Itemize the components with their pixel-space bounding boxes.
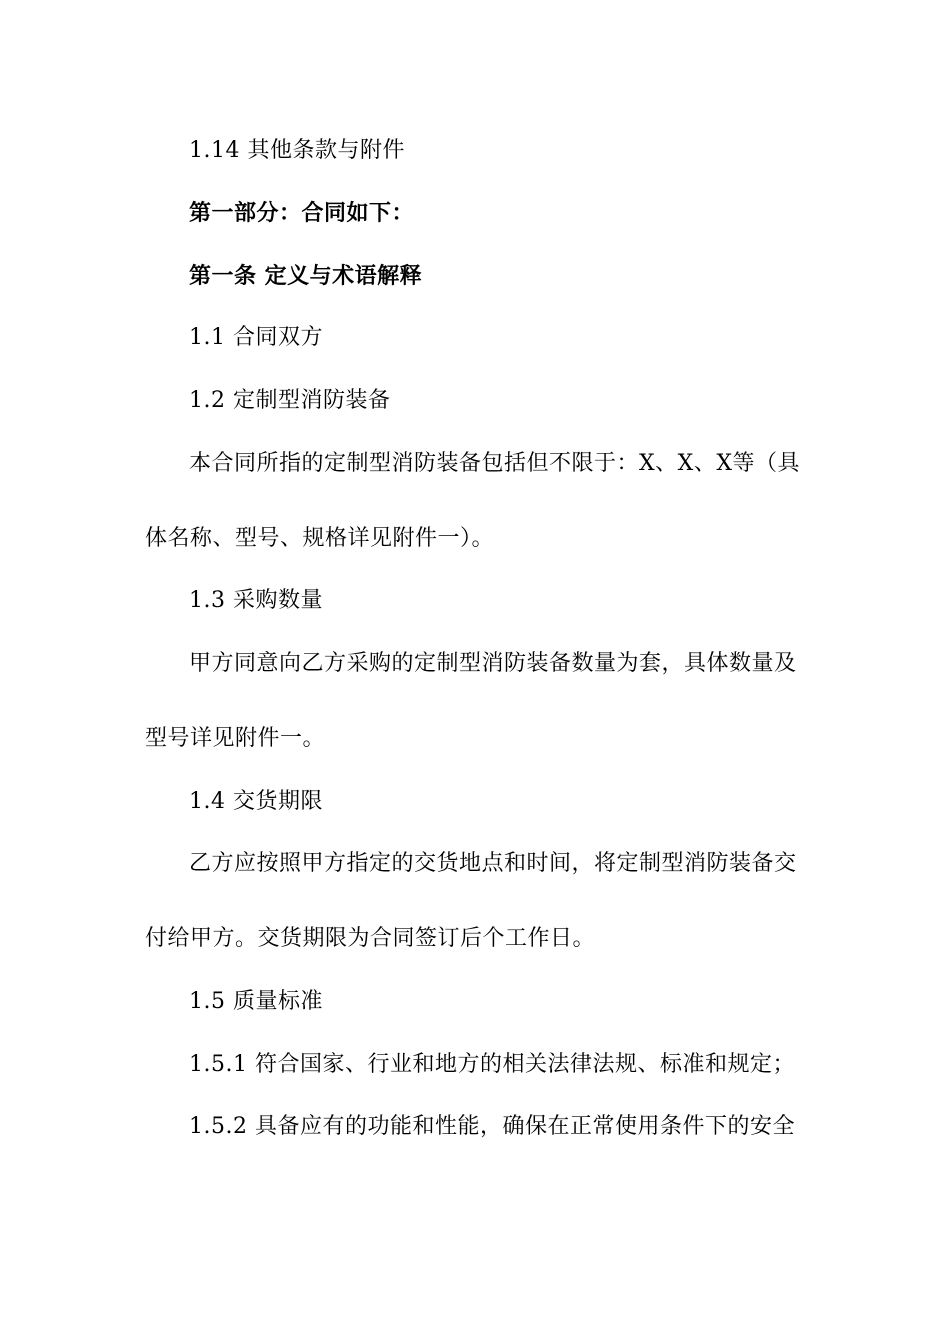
- paragraph-quantity-line2: 型号详见附件一。: [145, 726, 326, 751]
- clause-1-5: 1.5 质量标准: [189, 989, 323, 1014]
- clause-1-1: 1.1 合同双方: [189, 325, 323, 350]
- clause-1-5-1: 1.5.1 符合国家、行业和地方的相关法律法规、标准和规定；: [189, 1052, 795, 1077]
- clause-1-2: 1.2 定制型消防装备: [189, 388, 391, 413]
- paragraph-quantity-line1: 甲方同意向乙方采购的定制型消防装备数量为套，具体数量及: [189, 651, 797, 676]
- clause-1-4: 1.4 交货期限: [189, 789, 323, 814]
- clause-1-5-2: 1.5.2 具备应有的功能和性能，确保在正常使用条件下的安全: [189, 1114, 795, 1139]
- clause-1-14: 1.14 其他条款与附件: [189, 138, 405, 163]
- paragraph-delivery-line2: 付给甲方。交货期限为合同签订后个工作日。: [145, 926, 596, 951]
- paragraph-equipment-line2: 体名称、型号、规格详见附件一）。: [145, 526, 495, 551]
- part-one-heading: 第一部分：合同如下：: [189, 200, 415, 226]
- article-one-heading: 第一条 定义与术语解释: [189, 263, 423, 289]
- paragraph-equipment-line1: 本合同所指的定制型消防装备包括但不限于：X、X、X等（具: [189, 451, 800, 476]
- paragraph-delivery-line1: 乙方应按照甲方指定的交货地点和时间，将定制型消防装备交: [189, 851, 797, 876]
- clause-1-3: 1.3 采购数量: [189, 588, 323, 613]
